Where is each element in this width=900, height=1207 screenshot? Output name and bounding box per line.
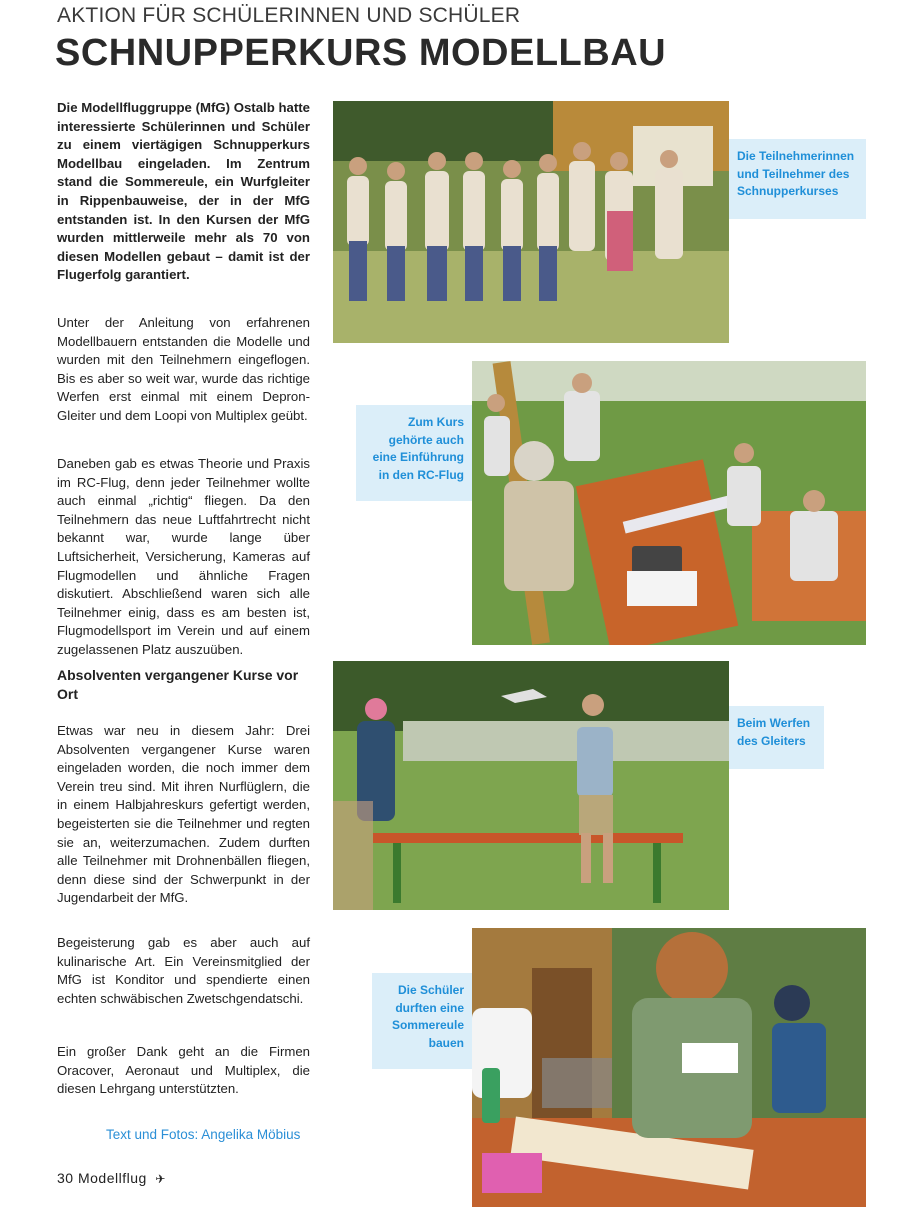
- caption-glider-throw: Beim Werfen des Gleiters: [729, 706, 824, 769]
- photo-credit: Text und Fotos: Angelika Möbius: [106, 1127, 301, 1142]
- caption-model-building: Die Schüler durften eine Sommereule bauen: [372, 973, 472, 1069]
- magazine-logo-icon: ✈: [155, 1172, 166, 1186]
- rc-flight-photo: [472, 361, 866, 645]
- page-number: 30: [57, 1170, 74, 1186]
- model-building-photo: [472, 928, 866, 1207]
- page-footer: [57, 1170, 166, 1186]
- glider-throw-photo: [333, 661, 729, 910]
- body-paragraph-4: Begeisterung gab es aber auch auf kulinarische Art. Ein Vereinsmitglied der MfG ist Konditor und spendierte einen echten schwäbischen Zwetschgendatschi.: [57, 935, 310, 1006]
- body-paragraph-1: Unter der Anleitung von erfahrenen Modellbauern entstanden die Modelle und wurden mit den Teilnehmern eingeflogen. Bis es aber so weit war, wurde das richtige Werfen erst einmal mit einem Depron-Gleiter und dem Loopi von Multiplex geübt.: [57, 315, 310, 423]
- body-paragraph-5: Ein großer Dank geht an die Firmen Oracover, Aeronaut und Multiplex, die diesen Lehrgang unterstützten.: [57, 1044, 310, 1097]
- body-paragraph-2: Daneben gab es etwas Theorie und Praxis im RC-Flug, denn jeder Teilnehmer wollte auch einmal „richtig“ fliegen. Da den Teilnehmern das neue Luftfahrtrecht nicht bekannt war, wurde lange über Luftsicherheit, Versicherung, Kameras auf Flugmodellen und ähnliche Fragen diskutiert. Abschließend waren sich alle Teilnehmer einig, dass es am besten ist, Flugmodellsport im Verein und auf einem zugelassenen Platz auszuüben.: [57, 456, 310, 657]
- caption-rc-flight: Zum Kurs gehörte auch eine Einführung in den RC-Flug: [356, 405, 472, 501]
- magazine-name: Modellflug: [77, 1170, 147, 1186]
- article-title: SCHNUPPERKURS MODELLBAU: [55, 32, 667, 74]
- article-kicker: AKTION FÜR SCHÜLERINNEN UND SCHÜLER: [57, 4, 521, 27]
- body-paragraph-3: Etwas war neu in diesem Jahr: Drei Absolventen vergangener Kurse waren eingeladen worden, die noch immer dem Verein treu sind. Mit ihren Nurflüglern, die in einem Halbjahreskurs gefertigt werden, begeisterten sie die Teilnehmer und regten sie an, weiterzumachen. Zudem durften alle Teilnehmer mit Drohnenbällen fliegen, denn diese sind der Schwerpunkt in der Jugendarbeit der MfG.: [57, 723, 310, 906]
- group-photo: [333, 101, 729, 343]
- subheading: Absolventen vergangener Kurse vor Ort: [57, 667, 299, 702]
- lead-paragraph: Die Modellfluggruppe (MfG) Ostalb hatte interessierte Schülerinnen und Schüler zu einem viertägigen Schnupperkurs Modellbau eingeladen. Im Zentrum stand die Sommereule, ein Wurfgleiter in Rippenbauweise, der in der MfG entstanden ist. In den Kursen der MfG wurden mittlerweile mehr als 70 von diesen Modellen gebaut – damit ist der Flugerfolg garantiert.: [57, 100, 310, 283]
- caption-group-photo: Die Teilnehmerinnen und Teilnehmer des Schnupperkurses: [729, 139, 866, 219]
